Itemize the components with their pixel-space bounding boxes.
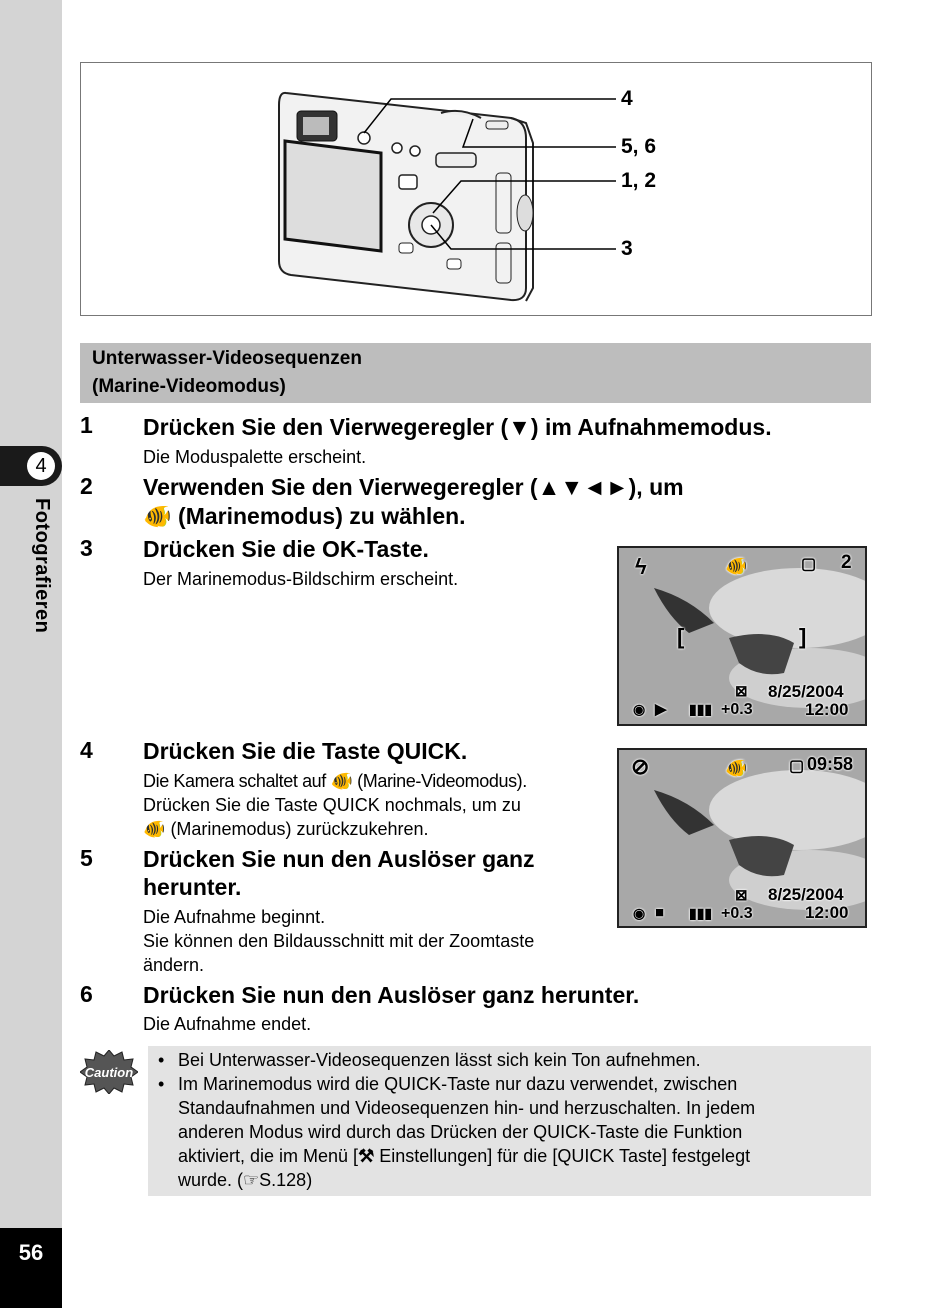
step-5-number: 5: [80, 845, 93, 871]
caution-badge: [80, 1050, 138, 1094]
caution-item-2: • Im Marinemodus wird die QUICK-Taste nur dazu verwendet, zwischen Standaufnahmen und Videosequenzen hin- und herzuschalten. In jedem anderen Modus wird durch das Drücken der QUICK-Taste die Funktion aktiviert, die im Menü [⚒ Einstellungen] für die [QUICK Taste] festgelegt wurde. (☞S.128): [156, 1072, 856, 1192]
focus-frame-left: [: [677, 624, 685, 649]
caution-badge-label: Caution: [84, 1065, 134, 1080]
time-readout: 12:00: [805, 903, 849, 922]
marine-mode-screen: [617, 546, 867, 726]
chapter-number: 4: [27, 452, 55, 480]
step-2-title-line1: Verwenden Sie den Vierwegeregler (▲▼◄►), um: [143, 474, 684, 500]
ev-value: +0.3: [721, 701, 753, 718]
step-2-title-line2: 🐠 (Marinemodus) zu wählen.: [143, 503, 466, 529]
step-1-number: 1: [80, 412, 93, 438]
step-4-title: Drücken Sie die Taste QUICK.: [143, 738, 468, 764]
ev-compensation-icon: ⊠: [735, 887, 748, 904]
settings-wrench-icon: ⚒: [358, 1146, 375, 1166]
sidebar: [0, 0, 62, 1308]
movie-icon: ▶: [655, 701, 667, 718]
battery-icon: ▮▮▮: [689, 905, 713, 921]
shots-remaining: 2: [841, 552, 852, 573]
time-readout: 12:00: [805, 700, 849, 719]
page-number: 56: [18, 1240, 44, 1265]
step-5-text-line2: Sie können den Bildausschnitt mit der Zoomtaste: [143, 931, 535, 951]
flash-off-icon: ⊘: [631, 754, 650, 779]
callout-3: 3: [621, 237, 633, 260]
ev-compensation-icon: ⊠: [735, 683, 748, 700]
ev-value: +0.3: [721, 905, 753, 922]
mode-indicator-icon: ◉: [633, 701, 646, 717]
chapter-label: Fotografieren: [31, 498, 53, 634]
step-5-text-line3: ändern.: [143, 955, 205, 975]
caution-item-1: • Bei Unterwasser-Videosequenzen lässt sich kein Ton aufnehmen.: [156, 1048, 856, 1072]
step-3-title: Drücken Sie die OK-Taste.: [143, 536, 429, 562]
marine-mode-indicator-icon: 🐠: [725, 556, 748, 576]
step-3-number: 3: [80, 535, 93, 561]
step-6-number: 6: [80, 981, 93, 1007]
step-2-number: 2: [80, 473, 93, 499]
flash-icon: ϟ: [635, 554, 647, 579]
date-readout: 8/25/2004: [768, 885, 844, 904]
section-title-line2: (Marine-Videomodus): [92, 376, 286, 397]
camera-back-illustration: [81, 63, 871, 315]
callout-4: 4: [621, 87, 633, 110]
marine-mode-icon-small: 🐠: [143, 819, 166, 839]
camera-figure: [80, 62, 872, 316]
marine-mode-icon: 🐠: [143, 503, 172, 529]
section-heading: [80, 343, 871, 403]
step-5-title-line1: Drücken Sie nun den Auslöser ganz: [143, 846, 535, 872]
marine-video-mode-screen: [617, 748, 867, 928]
step-5-title-line2: herunter.: [143, 874, 242, 900]
memory-card-icon: ▢: [801, 556, 817, 573]
step-4-number: 4: [80, 737, 93, 763]
step-5-text-line1: Die Aufnahme beginnt.: [143, 907, 326, 927]
step-1-title: Drücken Sie den Vierwegeregler (▼) im Aufnahmemodus.: [143, 414, 772, 440]
step-6-title: Drücken Sie nun den Auslöser ganz herunter.: [143, 982, 640, 1008]
step-6-text: Die Aufnahme endet.: [143, 1014, 312, 1034]
step-1-text: Die Moduspalette erscheint.: [143, 447, 367, 467]
marine-video-mode-icon: 🐠: [330, 771, 353, 791]
caution-list: [156, 1048, 856, 1192]
step-4-text-line3: 🐠 (Marinemodus) zurückzukehren.: [143, 819, 429, 839]
callout-1-2: 1, 2: [621, 169, 657, 192]
battery-icon: ▮▮▮: [689, 701, 713, 717]
mode-indicator-icon: ◉: [633, 905, 646, 921]
step-4-text-line1: Die Kamera schaltet auf 🐠 (Marine-Videomodus).: [143, 771, 527, 791]
step-3-text: Der Marinemodus-Bildschirm erscheint.: [143, 569, 459, 589]
marine-video-indicator-icon: 🐠: [725, 758, 748, 778]
step-4-text-line2: Drücken Sie die Taste QUICK nochmals, um zu: [143, 795, 521, 815]
section-title-line1: Unterwasser-Videosequenzen: [92, 348, 362, 369]
date-readout: 8/25/2004: [768, 682, 844, 701]
memory-card-icon: ▢: [789, 758, 805, 775]
camera-icon: ■: [655, 904, 665, 921]
focus-frame-right: ]: [799, 624, 807, 649]
recording-time-remaining: 09:58: [807, 754, 854, 774]
callout-5-6: 5, 6: [621, 135, 657, 158]
